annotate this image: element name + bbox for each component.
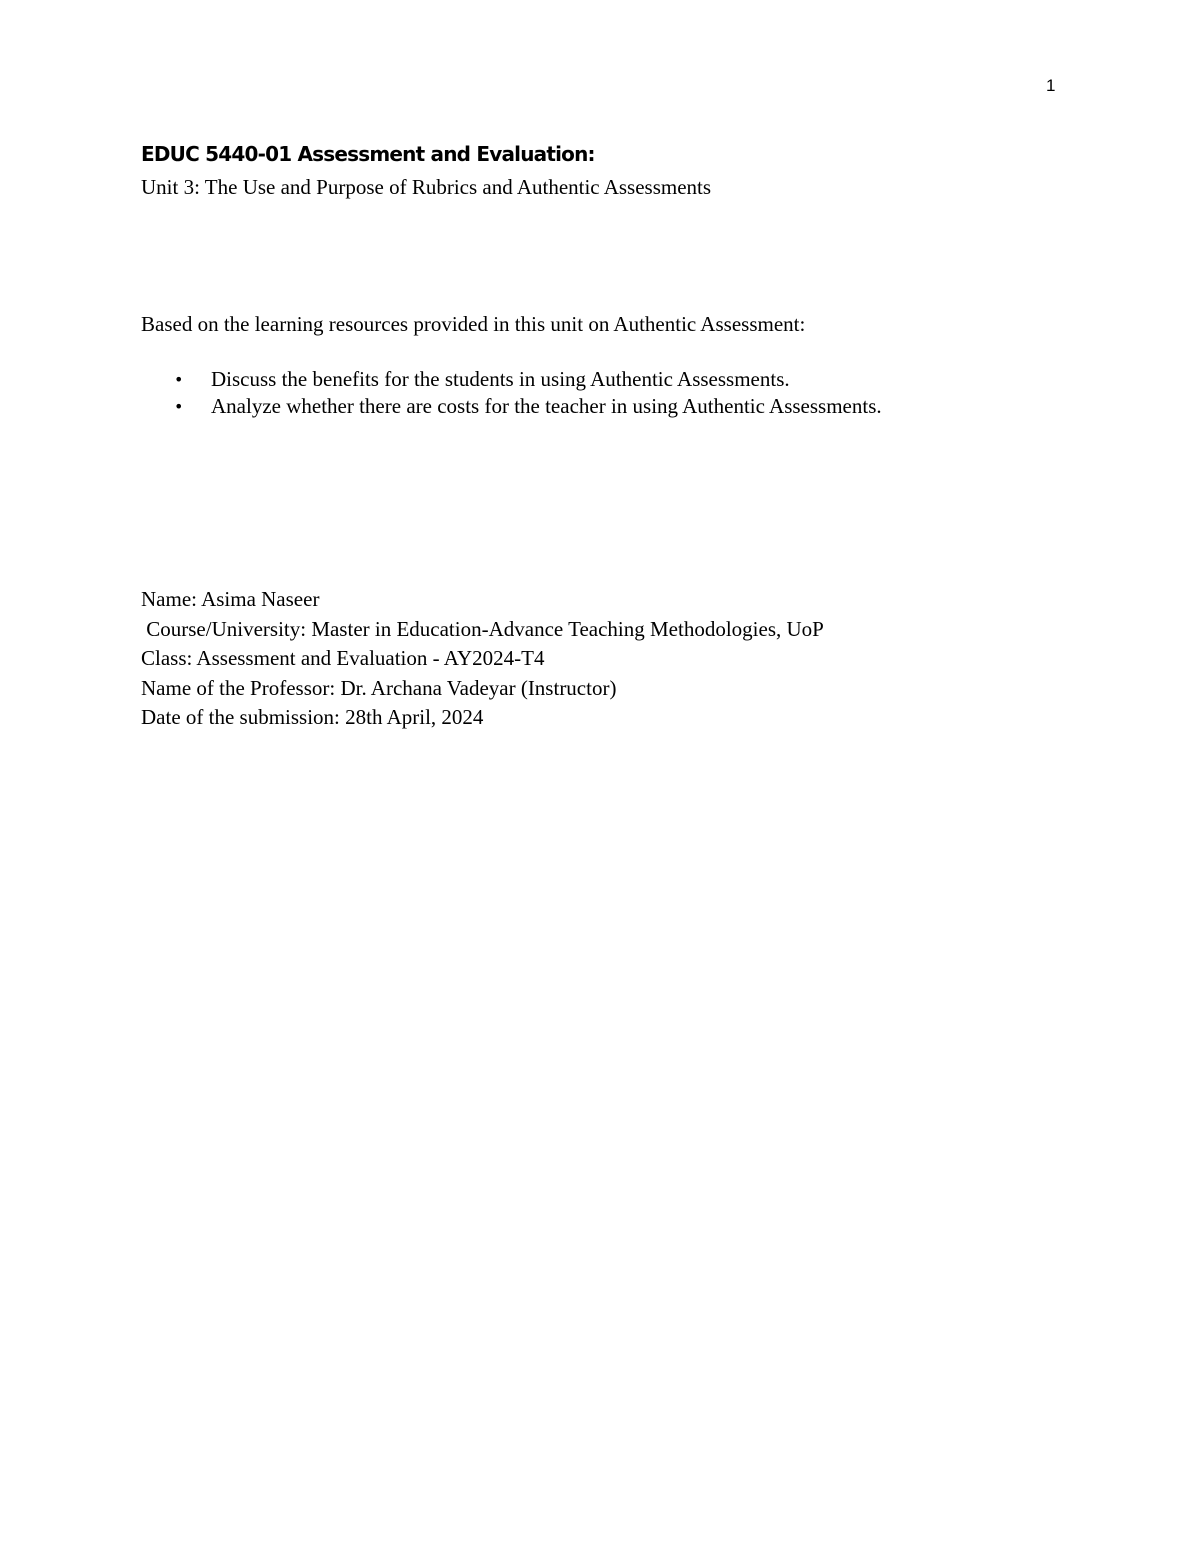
bullet-text: Analyze whether there are costs for the teacher in using Authentic Assessments. — [211, 394, 882, 418]
bullet-icon: • — [174, 370, 184, 389]
document-subtitle: Unit 3: The Use and Purpose of Rubrics and Authentic Assessments — [141, 175, 712, 199]
student-name: Name: Asima Naseer — [141, 587, 320, 611]
submission-date: Date of the submission: 28th April, 2024 — [141, 705, 484, 729]
page-number: 1 — [1046, 76, 1056, 95]
intro-paragraph: Based on the learning resources provided in this unit on Authentic Assessment: — [141, 312, 806, 336]
list-item — [141, 392, 882, 419]
class-info: Class: Assessment and Evaluation - AY2024-T4 — [141, 646, 545, 670]
professor-name: Name of the Professor: Dr. Archana Vadeyar (Instructor) — [141, 675, 617, 700]
student-info-block — [141, 585, 824, 733]
bullet-text: Discuss the benefits for the students in using Authentic Assessments. — [211, 367, 790, 391]
course-university: Course/University: Master in Education-Advance Teaching Methodologies, UoP — [141, 616, 824, 641]
document-title: EDUC 5440-01 Assessment and Evaluation: — [141, 142, 595, 166]
list-item — [141, 365, 882, 392]
bullet-list — [141, 365, 882, 419]
bullet-icon: • — [174, 397, 184, 416]
